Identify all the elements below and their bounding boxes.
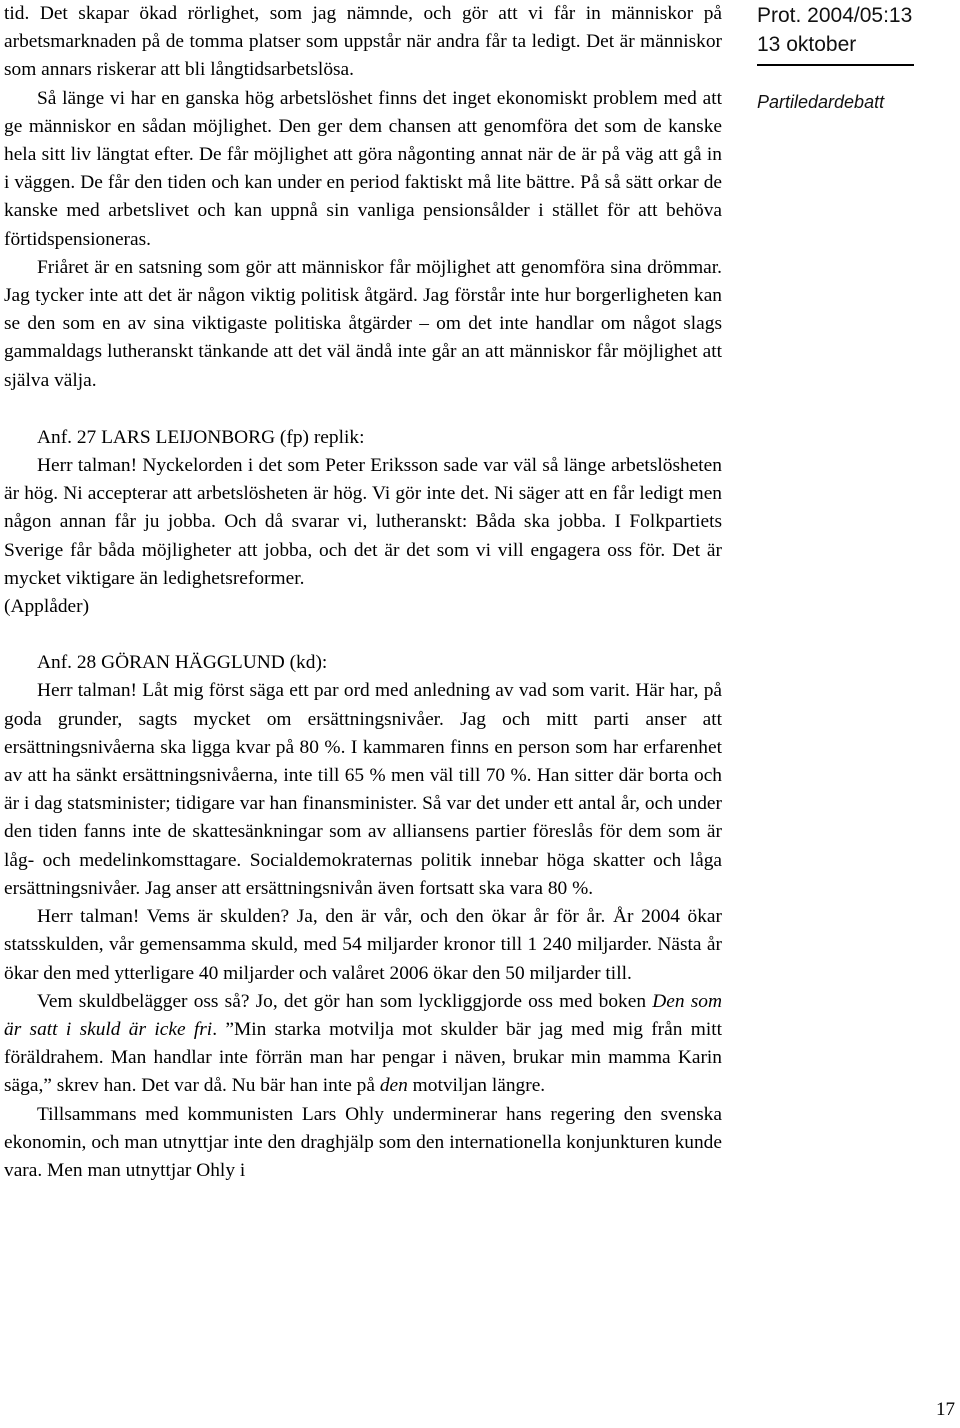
text-run: motviljan längre. <box>407 1075 546 1097</box>
speaker-heading: Anf. 28 GÖRAN HÄGGLUND (kd): <box>37 652 328 674</box>
paragraph: tid. Det skapar ökad rörlighet, som jag nämnde, och gör att vi får in människor på arbetsmarknaden på de tomma platser som uppstår när andra får ta ledigt. Det är människor som annars riskerar att bli långtidsarbetslösa. <box>4 3 722 81</box>
debate-label: Partiledardebatt <box>757 92 885 112</box>
session-date: 13 oktober <box>757 33 857 56</box>
paragraph <box>4 988 722 1101</box>
margin-header <box>757 2 957 114</box>
speaker-heading: Anf. 27 LARS LEIJONBORG (fp) replik: <box>37 426 365 448</box>
paragraph: Herr talman! Nyckelorden i det som Peter Eriksson sade var väl så länge arbetslösheten är hög. Ni accepterar att arbetslösheten är hög. Vi gör inte det. Ni säger att en får ledigt men någon annan får ju jobba. Och då svarar vi, lutheranskt: Båda ska jobba. I Folkpartiets Sverige får båda möjligheter att jobba, och det är det som vi vill engagera oss för. Det är mycket viktigare än ledighetsreformer. <box>4 455 722 589</box>
paragraph: Herr talman! Låt mig först säga ett par ord med anledning av vad som varit. Här har, på goda grunder, sagts mycket om ersättningsnivåer. Jag och mitt parti anser att ersättningsnivåerna ska ligga kvar på 80 %. I kammaren finns en person som har erfarenhet av att ha sänkt ersättningsnivåerna, inte till 65 % men väl till 70 %. Han sitter där borta och är i dag statsminister; tidigare var han finansminister. Så var det under ett antal år, och under den tiden fanns inte de skattesänkningar som av alliansens partier föreslås för dem som är låg- och medelinkomsttagare. Socialdemokraternas politik innebar höga skatter och låga ersättningsnivåer. Jag anser att ersättningsnivån även fortsatt ska vara 80 %. <box>4 680 722 899</box>
page-number: 17 <box>936 1399 955 1420</box>
book-title: Den som är satt i skuld är icke fri <box>4 990 722 1040</box>
text-run: . ”Min starka motvilja mot skulder bär jag med mig från mitt föräldrahem. Man handlar inte förrän man har pengar i näven, brukar min mamma Karin säga,” skrev han. Det var då. Nu bär han inte på <box>4 1018 722 1097</box>
protocol-number: Prot. 2004/05:13 <box>757 4 913 27</box>
header-rule <box>757 64 914 66</box>
main-text-column <box>4 0 722 1185</box>
text-run: Vem skuldbelägger oss så? Jo, det gör han som lyckliggjorde oss med boken <box>37 990 653 1012</box>
paragraph: Tillsammans med kommunisten Lars Ohly underminerar hans regering den svenska ekonomin, och man utnyttjar inte den draghjälp som den internationella konjunkturen kunde vara. Men man utnyttjar Ohly i <box>4 1103 722 1181</box>
paragraph: Så länge vi har en ganska hög arbetslöshet finns det inget ekonomiskt problem med att ge människor en sådan möjlighet. Den ger dem chansen att genomföra det som de kanske hela sitt liv längtat efter. De får möjlighet att göra någonting annat när de är på väg att gå in i väggen. De får den tiden och kan under en period faktiskt må lite bättre. På så sätt orkar de kanske med arbetslivet och kan uppnå sin vanliga pensionsålder i stället för att behöva förtidspensioneras. <box>4 87 722 250</box>
emphasis: den <box>379 1075 408 1097</box>
applause-note: (Applåder) <box>4 596 90 618</box>
paragraph: Herr talman! Vems är skulden? Ja, den är vår, och den ökar år för år. År 2004 ökar statsskulden, vår gemensamma skuld, med 54 miljarder kronor till 1 240 miljarder. Nästa år ökar den med ytterligare 40 miljarder och valåret 2006 ökar den 50 miljarder till. <box>4 906 722 984</box>
paragraph: Friåret är en satsning som gör att människor får möjlighet att genomföra sina drömmar. Jag tycker inte att det är någon viktig politisk åtgärd. Jag förstår inte hur borgerligheten kan se den som en av sina viktigaste politiska åtgärder – om det inte handlar om något slags gammaldags lutheranskt tänkande att det väl ändå inte går an att människor får möjlighet att själva välja. <box>4 256 722 391</box>
